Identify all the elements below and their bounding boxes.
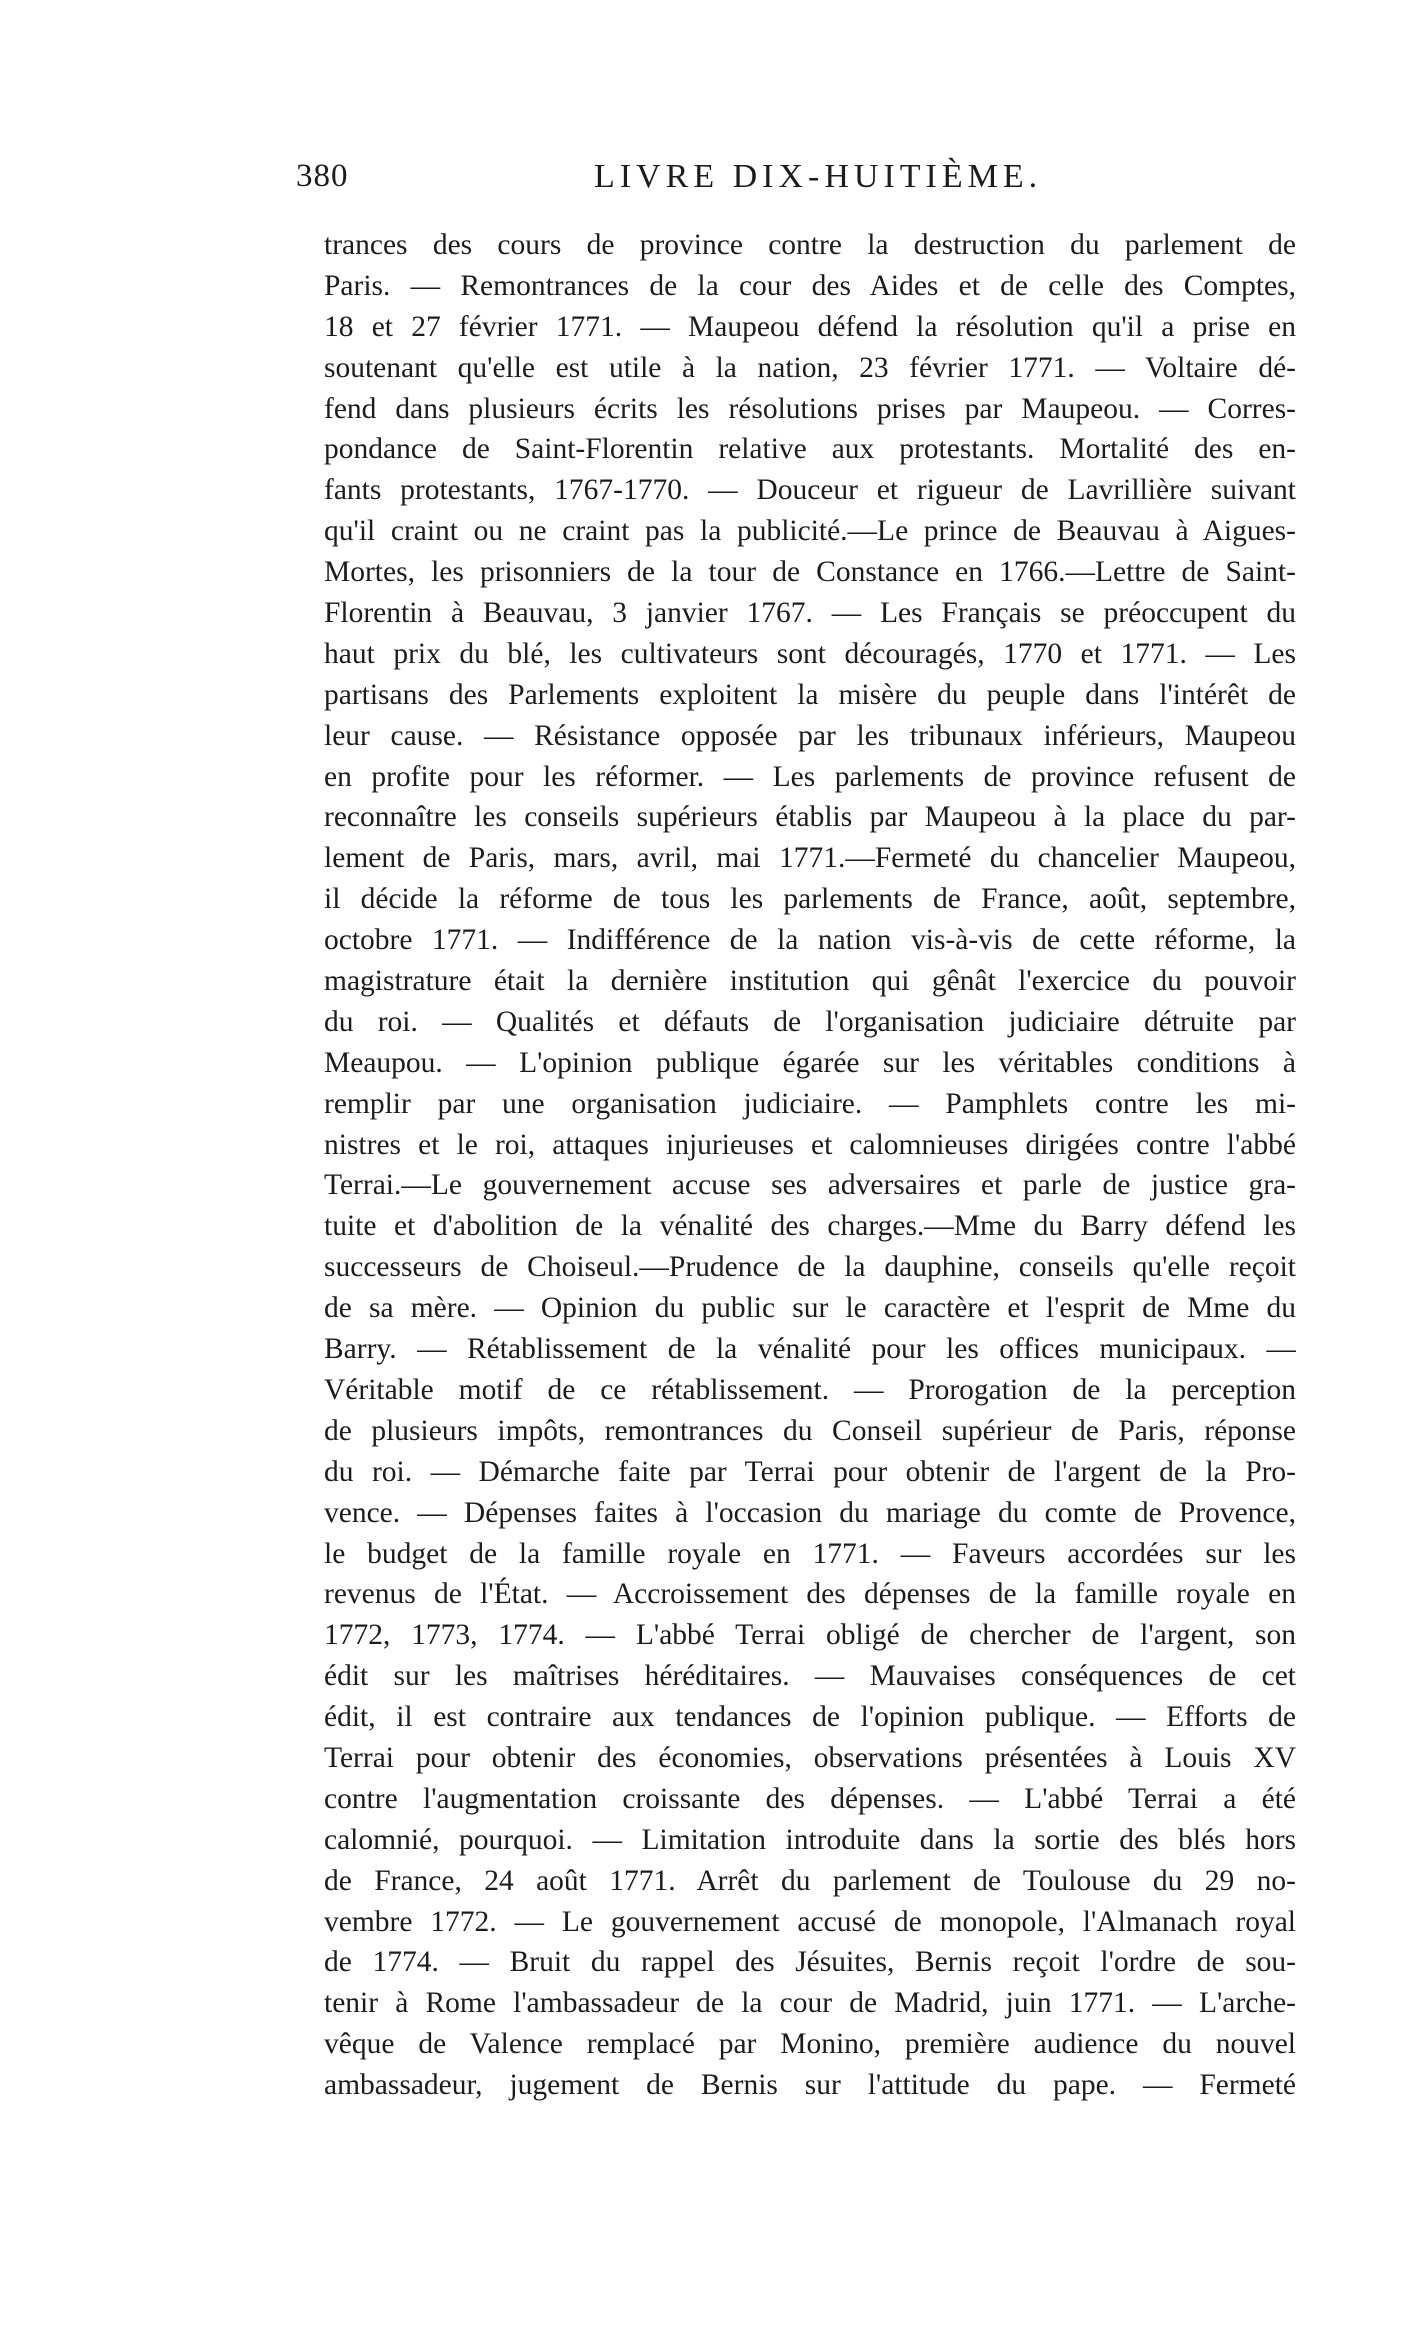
text-line: ambassadeur, jugement de Bernis sur l'attitude du pape. — Fermeté <box>324 2069 1296 2102</box>
text-line: nistres et le roi, attaques injurieuses et calomnieuses dirigées contre l'abbé <box>324 1128 1296 1161</box>
text-line: Meaupou. — L'opinion publique égarée sur les véritables conditions à <box>324 1046 1296 1079</box>
text-line: qu'il craint ou ne craint pas la publicité.—Le prince de Beauvau à Aigues- <box>324 515 1296 548</box>
text-line: tenir à Rome l'ambassadeur de la cour de Madrid, juin 1771. — L'arche- <box>324 1987 1296 2020</box>
text-line: Barry. — Rétablissement de la vénalité pour les offices municipaux. — <box>324 1333 1296 1366</box>
text-line: lement de Paris, mars, avril, mai 1771.—Fermeté du chancelier Maupeou, <box>324 842 1296 875</box>
text-line: successeurs de Choiseul.—Prudence de la dauphine, conseils qu'elle reçoit <box>324 1251 1296 1284</box>
text-line: vence. — Dépenses faites à l'occasion du mariage du comte de Provence, <box>324 1496 1296 1529</box>
text-line: Paris. — Remontrances de la cour des Aides et de celle des Comptes, <box>324 269 1296 302</box>
text-line: vembre 1772. — Le gouvernement accusé de monopole, l'Almanach royal <box>324 1905 1296 1938</box>
text-line: Terrai.—Le gouvernement accuse ses adversaires et parle de justice gra- <box>324 1169 1296 1202</box>
text-line: il décide la réforme de tous les parlements de France, août, septembre, <box>324 883 1296 916</box>
text-line: remplir par une organisation judiciaire. — Pamphlets contre les mi- <box>324 1087 1296 1120</box>
text-line: vêque de Valence remplacé par Monino, première audience du nouvel <box>324 2028 1296 2061</box>
text-line: haut prix du blé, les cultivateurs sont découragés, 1770 et 1771. — Les <box>324 637 1296 670</box>
text-line: de France, 24 août 1771. Arrêt du parlement de Toulouse du 29 no- <box>324 1864 1296 1897</box>
page-number: 380 <box>296 158 349 194</box>
text-line: Véritable motif de ce rétablissement. — Prorogation de la perception <box>324 1373 1296 1406</box>
text-line: Mortes, les prisonniers de la tour de Constance en 1766.—Lettre de Saint- <box>324 556 1296 589</box>
summary-paragraph <box>324 225 1296 2106</box>
text-line: 18 et 27 février 1771. — Maupeou défend la résolution qu'il a prise en <box>324 310 1296 343</box>
text-line: de 1774. — Bruit du rappel des Jésuites, Bernis reçoit l'ordre de sou- <box>324 1946 1296 1979</box>
text-line: du roi. — Démarche faite par Terrai pour obtenir de l'argent de la Pro- <box>324 1455 1296 1488</box>
text-line: le budget de la famille royale en 1771. — Faveurs accordées sur les <box>324 1537 1296 1570</box>
text-line: du roi. — Qualités et défauts de l'organisation judiciaire détruite par <box>324 1005 1296 1038</box>
text-line: édit sur les maîtrises héréditaires. — Mauvaises conséquences de cet <box>324 1660 1296 1693</box>
text-line: magistrature était la dernière institution qui gênât l'exercice du pouvoir <box>324 965 1296 998</box>
text-line: Florentin à Beauvau, 3 janvier 1767. — Les Français se préoccupent du <box>324 597 1296 630</box>
text-line: calomnié, pourquoi. — Limitation introduite dans la sortie des blés hors <box>324 1823 1296 1856</box>
text-line: octobre 1771. — Indifférence de la nation vis-à-vis de cette réforme, la <box>324 924 1296 957</box>
text-line: fants protestants, 1767-1770. — Douceur et rigueur de Lavrillière suivant <box>324 474 1296 507</box>
running-head <box>296 158 1306 208</box>
text-line: soutenant qu'elle est utile à la nation, 23 février 1771. — Voltaire dé- <box>324 351 1296 384</box>
text-line: trances des cours de province contre la destruction du parlement de <box>324 229 1296 261</box>
text-line: revenus de l'État. — Accroissement des dépenses de la famille royale en <box>324 1578 1296 1611</box>
text-line: reconnaître les conseils supérieurs établis par Maupeou à la place du par- <box>324 801 1296 834</box>
text-line: en profite pour les réformer. — Les parlements de province refusent de <box>324 760 1296 793</box>
text-line: Terrai pour obtenir des économies, observations présentées à Louis XV <box>324 1741 1296 1774</box>
text-line: partisans des Parlements exploitent la misère du peuple dans l'intérêt de <box>324 678 1296 711</box>
text-line: leur cause. — Résistance opposée par les tribunaux inférieurs, Maupeou <box>324 719 1296 752</box>
text-line: fend dans plusieurs écrits les résolutions prises par Maupeou. — Corres- <box>324 392 1296 425</box>
text-line: de sa mère. — Opinion du public sur le caractère et l'esprit de Mme du <box>324 1292 1296 1325</box>
text-line: de plusieurs impôts, remontrances du Conseil supérieur de Paris, réponse <box>324 1414 1296 1447</box>
text-line: contre l'augmentation croissante des dépenses. — L'abbé Terrai a été <box>324 1782 1296 1815</box>
text-line: édit, il est contraire aux tendances de l'opinion publique. — Efforts de <box>324 1701 1296 1734</box>
text-line: pondance de Saint-Florentin relative aux protestants. Mortalité des en- <box>324 433 1296 466</box>
text-line: 1772, 1773, 1774. — L'abbé Terrai obligé de chercher de l'argent, son <box>324 1619 1296 1652</box>
text-line: tuite et d'abolition de la vénalité des charges.—Mme du Barry défend les <box>324 1210 1296 1243</box>
running-title: LIVRE DIX-HUITIÈME. <box>594 158 1043 195</box>
